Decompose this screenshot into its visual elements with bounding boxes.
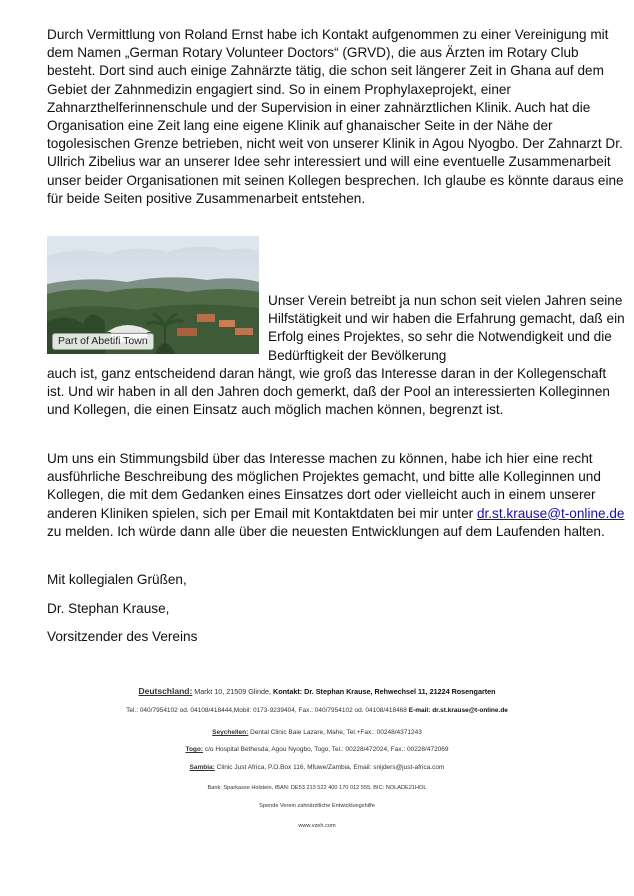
survey-text-before: Um uns ein Stimmungsbild über das Interesse machen zu können, habe ich hier eine recht ausführliche Beschreibung des möglichen Projektes gemacht, und bitte alle Kolleginnen und Kollegen, die mit dem Gedanken eines Einsatzes dort oder vielleicht auch in einem unserer anderen Kliniken spielen, sich per Email mit Kontaktdaten bei mir unter: [47, 451, 601, 521]
signer-role: Vorsitzender des Vereins: [47, 629, 198, 644]
intro-paragraph: Durch Vermittlung von Roland Ernst habe ich Kontakt aufgenommen zu einer Vereinigung mit dem Namen „German Rotary Volunteer Doctors“ (GRVD), die aus Ärzten im Rotary Club besteht. Dort sind auch einige Zahnärzte tätig, die schon seit längerer Zeit in Ghana auf dem Gebiet der Zahnmedizin engagiert sind. So in einem Prophylaxeprojekt, einer Zahnarzthelferinnenschule und der Supervision in einer zahnärztlichen Klinik. Auch hat die Organisation eine Zeit lang eine eigene Klinik auf ghanaischer Seite in der Nähe der togolesischen Grenze betrieben, nicht weit von unserer Klinik in Agou Nyogbo. Der Zahnarzt Dr. Ullrich Zibelius war an unserer Idee sehr interessiert und will eine eventuelle Zusammenarbeit unser beider Organisationen mit seinen Kollegen besprechen. Ich glaube es könnte daraus eine für beide Seiten positive Zusammenarbeit entstehen.: [47, 27, 624, 206]
experience-paragraph-start: Unser Verein betreibt ja nun schon seit vielen Jahren seine Hilfstätigkeit und wir haben die Erfahrung gemacht, daß ein Erfolg eines Projektes, so sehr die Notwendigkeit und die Bedürftigkeit der Bevölkerung: [268, 293, 625, 363]
footer-togo: [0, 746, 634, 753]
footer-phones: [0, 707, 634, 714]
photo-caption: Part of Abetifi Town: [52, 333, 154, 350]
footer-seychelles-label: Seychellen:: [212, 729, 249, 736]
footer-bank: Bank: Sparkasse Holstein, IBAN: DE53 213 522 400 170 012 555, BIC: NOLADE21HOL: [207, 785, 427, 791]
footer-togo-text: c/o Hospital Bethesda, Agou Nyogbo, Togo, Tel.: 00228/472024, Fax.: 00228/472069: [203, 746, 449, 753]
footer-germany-label: Deutschland:: [138, 686, 193, 696]
experience-paragraph-end: auch ist, ganz entscheidend daran hängt, wie groß das Interesse daran in der Kollegenschaft ist. Und wir haben in all den Jahren doch gemerkt, daß der Pool an interessierten Kolleginnen und Kollegen, die einen Einsatz auch möglich machen können, begrenzt ist.: [47, 366, 610, 418]
footer-togo-label: Togo:: [185, 746, 204, 753]
footer-zambia-text: Clinic Just Africa, P.O.Box 116, Mfuwe/Zambia, Email: snijders@just-africa.com: [214, 764, 445, 771]
survey-text-after: zu melden. Ich würde dann alle über die neuesten Entwicklungen auf dem Laufenden halten.: [47, 523, 605, 539]
footer-zambia-label: Sambia:: [189, 764, 215, 771]
greeting: Mit kollegialen Grüßen,: [47, 572, 187, 587]
footer-email: E-mail: dr.st.krause@t-online.de: [408, 707, 508, 714]
footer-website: www.vzeh.com: [298, 823, 336, 829]
footer-seychelles-text: Dental Clinic Baie Lazare, Mahe, Tel.+Fax.: 00248/4371243: [248, 729, 422, 736]
footer-contact: Kontakt: Dr. Stephan Krause, Rehwechsel 11, 21224 Rosengarten: [273, 687, 496, 696]
footer-donation: Spende Verein zahnärztliche Entwicklungshilfe: [259, 803, 375, 809]
footer-seychelles: [0, 729, 634, 736]
footer-phone-numbers: Tel.: 040/7954102 od. 04108/418444,Mobil: 0173-9239404, Fax.: 040/7954102 od. 04108/418468: [126, 707, 409, 714]
signer-name: Dr. Stephan Krause,: [47, 601, 170, 616]
footer-germany: [0, 686, 634, 696]
footer-zambia: [0, 764, 634, 771]
footer-germany-address: Markt 10, 21509 Glinde,: [192, 687, 274, 696]
email-link[interactable]: dr.st.krause@t-online.de: [476, 505, 625, 521]
survey-paragraph: [47, 450, 627, 541]
